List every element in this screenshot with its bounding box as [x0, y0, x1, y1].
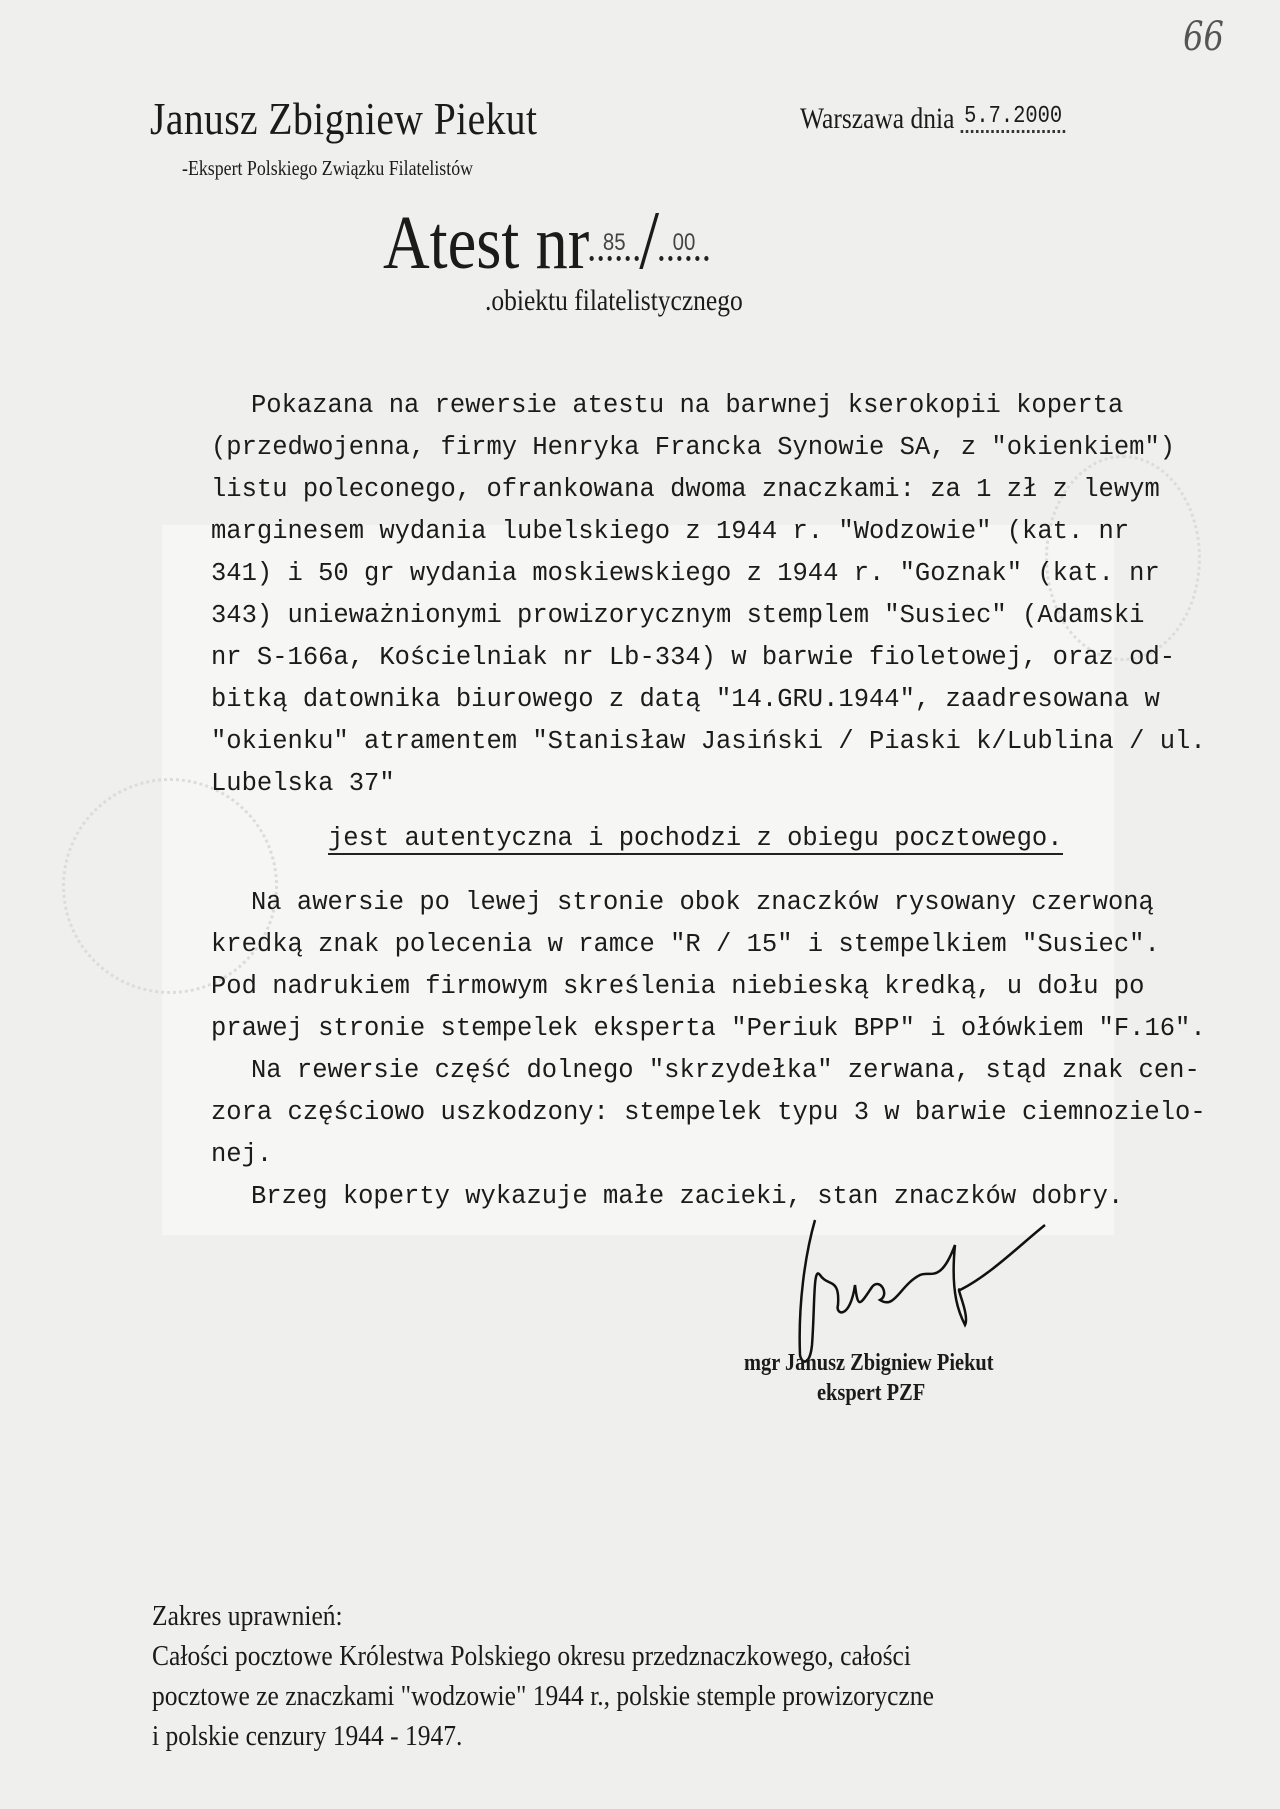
letterhead-subtitle: -Ekspert Polskiego Związku Filatelistów	[182, 156, 474, 180]
paragraph-2	[211, 882, 1206, 1218]
text-line: Na awersie po lewej stronie obok znaczków rysowany czerwoną	[251, 888, 1154, 917]
text-line: 343) unieważnionymi prowizorycznym stemplem "Susiec" (Adamski	[211, 601, 1145, 630]
text-line: (przedwojenna, firmy Henryka Francka Synowie SA, z "okienkiem")	[211, 433, 1176, 462]
place-label: Warszawa dnia	[800, 102, 955, 135]
verdict: jest autentyczna i pochodzi z obiegu pocztowego.	[328, 824, 1063, 853]
text-line: 341) i 50 gr wydania moskiewskiego z 1944 r. "Goznak" (kat. nr	[211, 559, 1160, 588]
text-line: prawej stronie stempelek eksperta "Periuk BPP" i ołówkiem "F.16".	[211, 1014, 1206, 1043]
signatory-name: mgr Janusz Zbigniew Piekut	[744, 1350, 994, 1376]
text-line: Pod nadrukiem firmowym skreślenia niebieską kredką, u dołu po	[211, 972, 1145, 1001]
text-line: nej.	[211, 1140, 273, 1169]
text-line: zora częściowo uszkodzony: stempelek typu 3 w barwie ciemnozielo-	[211, 1098, 1206, 1127]
text-line: Na rewersie część dolnego "skrzydełka" zerwana, stąd znak cen-	[251, 1056, 1200, 1085]
certificate-title: Atest nr $^{85}$ / $^{00}$	[383, 192, 709, 289]
handwritten-signature	[780, 1215, 1050, 1365]
text-line: Brzeg koperty wykazuje małe zacieki, stan znaczków dobry.	[251, 1182, 1124, 1211]
text-line: listu poleconego, ofrankowana dwoma znaczkami: za 1 zł z lewym	[211, 475, 1160, 504]
certificate-year: 00	[659, 229, 709, 261]
object-label: .obiektu filatelistycznego	[485, 284, 743, 317]
scope-heading: Zakres uprawnień:	[152, 1600, 343, 1632]
text-line: bitką datownika biurowego z datą "14.GRU.1944", zaadresowana w	[211, 685, 1160, 714]
date-line	[800, 102, 1066, 136]
scope-of-authority	[152, 1596, 934, 1756]
text-line: kredką znak polecenia w ramce "R / 15" i stempelkiem "Susiec".	[211, 930, 1160, 959]
scope-line: i polskie cenzury 1944 - 1947.	[152, 1720, 463, 1752]
title-label: Atest nr	[383, 201, 590, 285]
paragraph-1	[211, 385, 1206, 805]
scope-line: Całości pocztowe Królestwa Polskiego okresu przedznaczkowego, całości	[152, 1640, 911, 1672]
scope-line: pocztowe ze znaczkami "wodzowie" 1944 r., polskie stemple prowizoryczne	[152, 1680, 934, 1712]
letterhead-name: Janusz Zbigniew Piekut	[150, 93, 538, 144]
certificate-number: 85	[589, 229, 639, 261]
text-line: "okienku" atramentem "Stanisław Jasiński / Piaski k/Lublina / ul.	[211, 727, 1206, 756]
signatory-title: ekspert PZF	[817, 1380, 926, 1406]
text-line: nr S-166a, Kościelniak nr Lb-334) w barwie fioletowej, oraz od-	[211, 643, 1176, 672]
text-line: marginesem wydania lubelskiego z 1944 r. "Wodzowie" (kat. nr	[211, 517, 1130, 546]
text-line: Pokazana na rewersie atestu na barwnej kserokopii koperta	[251, 391, 1124, 420]
page-number: 66	[1183, 14, 1224, 60]
date-value: 5.7.2000	[961, 103, 1066, 133]
text-line: Lubelska 37"	[211, 769, 395, 798]
